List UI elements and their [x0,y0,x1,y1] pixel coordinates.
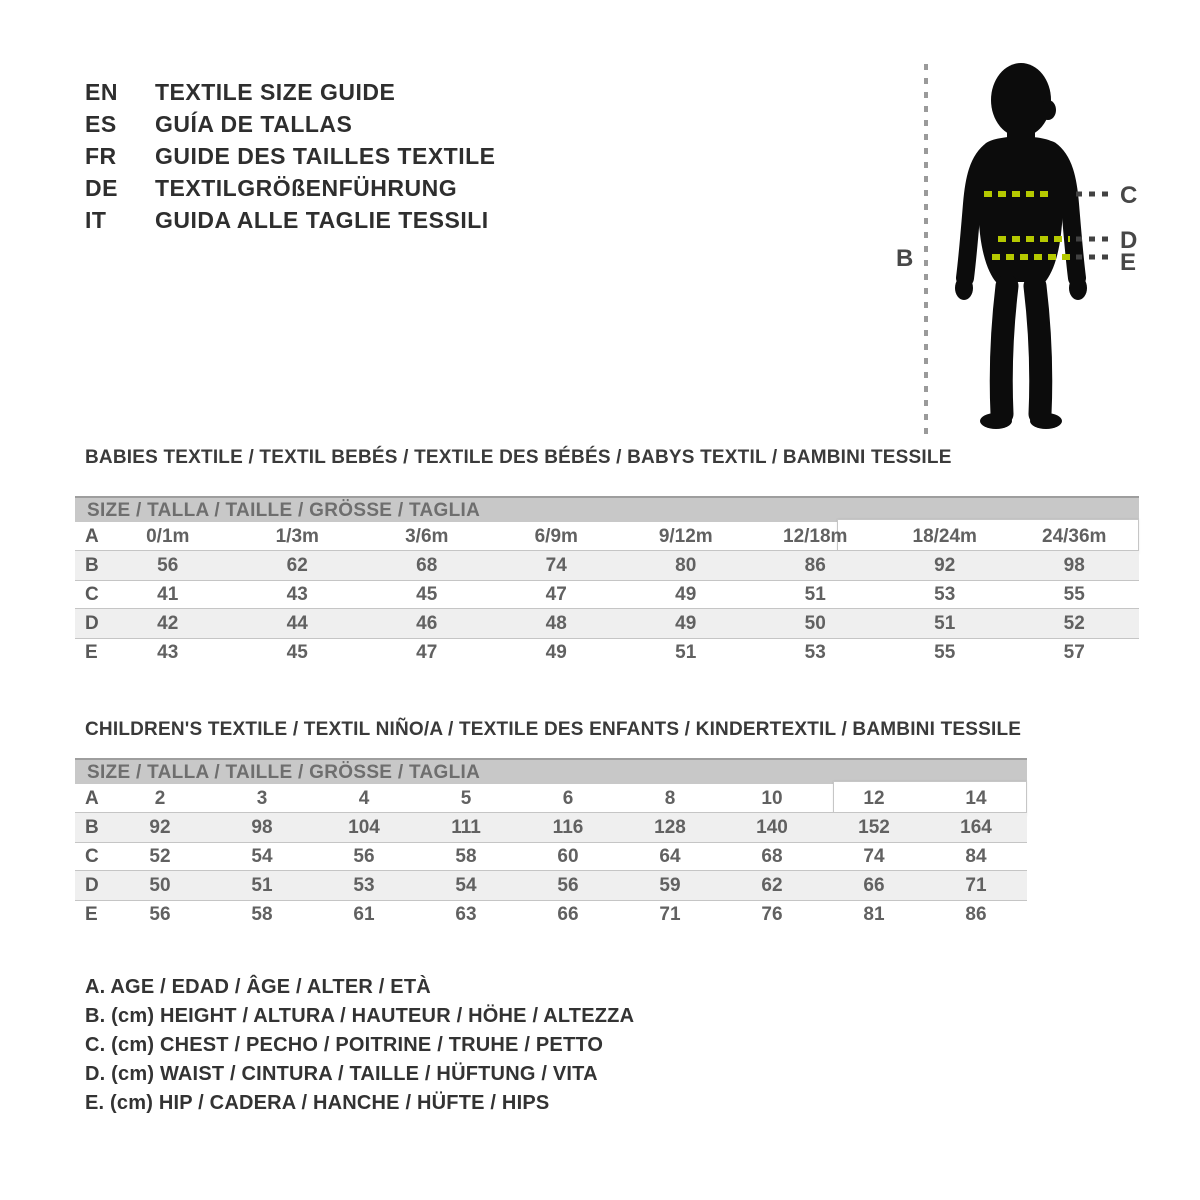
language-title: GUÍA DE TALLAS [155,111,353,137]
language-row [85,108,496,140]
table-cell: 53 [353,875,375,896]
babies-section-title: BABIES TEXTILE / TEXTIL BEBÉS / TEXTILE DES BÉBÉS / BABYS TEXTIL / BAMBINI TESSILE [85,447,952,468]
table-cell: 12/18m [783,526,848,547]
table-cell: 4 [358,788,370,809]
babies-rows [75,522,1139,667]
table-cell: 140 [756,817,788,838]
table-cell: 3/6m [405,526,449,547]
legend-line: E. (cm) HIP / CADERA / HANCHE / HÜFTE / HIPS [85,1092,550,1114]
table-cell: 47 [416,642,438,663]
row-label: D [85,613,99,634]
table-cell: 54 [455,875,477,896]
table-cell: 55 [934,642,956,663]
table-cell: 56 [157,555,179,576]
table-cell: 18/24m [912,526,977,547]
table-row [75,871,1027,900]
table-cell: 50 [149,875,171,896]
table-cell: 62 [286,555,308,576]
language-code: EN [85,79,118,105]
table-cell: 66 [863,875,885,896]
table-cell: 1/3m [275,526,319,547]
table-cell: 68 [761,846,783,867]
children-rows [75,784,1027,929]
row-label: C [85,846,99,867]
waist-label: D [1120,227,1138,254]
table-cell: 86 [804,555,826,576]
hip-label: E [1120,249,1137,276]
table-cell: 68 [416,555,438,576]
table-cell: 71 [965,875,987,896]
table-cell: 51 [675,642,697,663]
row-label: D [85,875,99,896]
language-list [85,76,496,236]
table-cell: 42 [157,613,179,634]
table-cell: 41 [157,584,179,605]
table-row [75,900,1027,929]
row-label: E [85,904,98,925]
table-cell: 64 [659,846,681,867]
table-cell: 104 [348,817,380,838]
table-cell: 164 [960,817,992,838]
table-cell: 5 [460,788,472,809]
legend-line: C. (cm) CHEST / PECHO / POITRINE / TRUHE / PETTO [85,1034,604,1056]
language-title: GUIDE DES TAILLES TEXTILE [155,143,496,169]
table-cell: 52 [1063,613,1085,634]
table-cell: 57 [1063,642,1085,663]
table-cell: 74 [545,555,567,576]
table-cell: 3 [256,788,268,809]
table-cell: 56 [557,875,579,896]
babies-size-header: SIZE / TALLA / TAILLE / GRÖSSE / TAGLIA [75,496,1139,522]
table-cell: 14 [965,788,987,809]
table-cell: 51 [804,584,826,605]
language-title: TEXTILGRÖßENFÜHRUNG [155,175,458,201]
table-cell: 62 [761,875,783,896]
table-cell: 56 [149,904,171,925]
table-cell: 49 [675,613,697,634]
table-cell: 86 [965,904,987,925]
language-code: IT [85,207,107,233]
table-cell: 71 [659,904,681,925]
measurement-figure [880,48,1180,460]
row-label: B [85,817,99,838]
table-cell: 59 [659,875,681,896]
row-label: E [85,642,98,663]
table-cell: 53 [934,584,956,605]
table-cell: 81 [863,904,885,925]
table-cell: 6/9m [534,526,578,547]
row-label: C [85,584,99,605]
table-cell: 98 [1063,555,1085,576]
legend-line: B. (cm) HEIGHT / ALTURA / HAUTEUR / HÖHE / ALTEZZA [85,1005,635,1027]
table-cell: 58 [455,846,477,867]
table-cell: 80 [675,555,697,576]
table-cell: 48 [545,613,567,634]
table-cell: 0/1m [146,526,190,547]
table-cell: 43 [286,584,308,605]
table-cell: 44 [286,613,308,634]
child-silhouette-diagram [880,48,1180,460]
language-row [85,204,496,236]
measurement-legend [85,973,634,1118]
table-row [75,580,1139,609]
table-row [75,551,1139,580]
chest-label: C [1120,182,1138,209]
table-row [75,784,1027,813]
table-row [75,813,1027,842]
table-cell: 53 [804,642,826,663]
table-cell: 152 [858,817,890,838]
table-row [75,842,1027,871]
table-cell: 50 [804,613,826,634]
table-cell: 24/36m [1042,526,1107,547]
table-cell: 61 [353,904,375,925]
table-cell: 6 [562,788,574,809]
table-cell: 12 [863,788,885,809]
table-cell: 111 [451,817,481,838]
language-title: TEXTILE SIZE GUIDE [155,79,396,105]
table-cell: 45 [416,584,438,605]
language-row [85,140,496,172]
babies-size-table [75,496,1139,667]
table-cell: 128 [654,817,686,838]
language-row [85,172,496,204]
table-cell: 92 [149,817,171,838]
table-row [75,638,1139,667]
table-cell: 45 [286,642,308,663]
legend-line: A. AGE / EDAD / ÂGE / ALTER / ETÀ [85,976,431,998]
table-cell: 54 [251,846,273,867]
table-cell: 66 [557,904,579,925]
table-cell: 43 [157,642,179,663]
table-cell: 51 [934,613,956,634]
children-section-title: CHILDREN'S TEXTILE / TEXTIL NIÑO/A / TEXTILE DES ENFANTS / KINDERTEXTIL / BAMBINI TESSILE [85,719,1022,740]
table-cell: 47 [545,584,567,605]
table-cell: 9/12m [658,526,713,547]
table-cell: 10 [761,788,783,809]
language-title: GUIDA ALLE TAGLIE TESSILI [155,207,489,233]
table-cell: 55 [1063,584,1085,605]
table-cell: 98 [251,817,273,838]
table-cell: 51 [251,875,273,896]
table-cell: 49 [545,642,567,663]
row-label: A [85,788,99,809]
children-size-header: SIZE / TALLA / TAILLE / GRÖSSE / TAGLIA [75,758,1027,784]
table-cell: 92 [934,555,956,576]
legend-line: D. (cm) WAIST / CINTURA / TAILLE / HÜFTUNG / VITA [85,1063,598,1085]
children-size-table [75,758,1027,929]
table-cell: 116 [552,817,584,838]
height-label: B [896,245,914,272]
language-code: FR [85,143,117,169]
table-cell: 46 [416,613,438,634]
table-cell: 2 [154,788,166,809]
language-code: ES [85,111,117,137]
table-cell: 84 [965,846,987,867]
table-row [75,522,1139,551]
table-cell: 49 [675,584,697,605]
language-code: DE [85,175,118,201]
table-cell: 52 [149,846,171,867]
language-row [85,76,496,108]
table-cell: 56 [353,846,375,867]
table-cell: 63 [455,904,477,925]
row-label: A [85,526,99,547]
table-cell: 60 [557,846,579,867]
table-cell: 74 [863,846,885,867]
table-cell: 58 [251,904,273,925]
table-row [75,609,1139,638]
table-cell: 76 [761,904,783,925]
row-label: B [85,555,99,576]
table-cell: 8 [664,788,676,809]
